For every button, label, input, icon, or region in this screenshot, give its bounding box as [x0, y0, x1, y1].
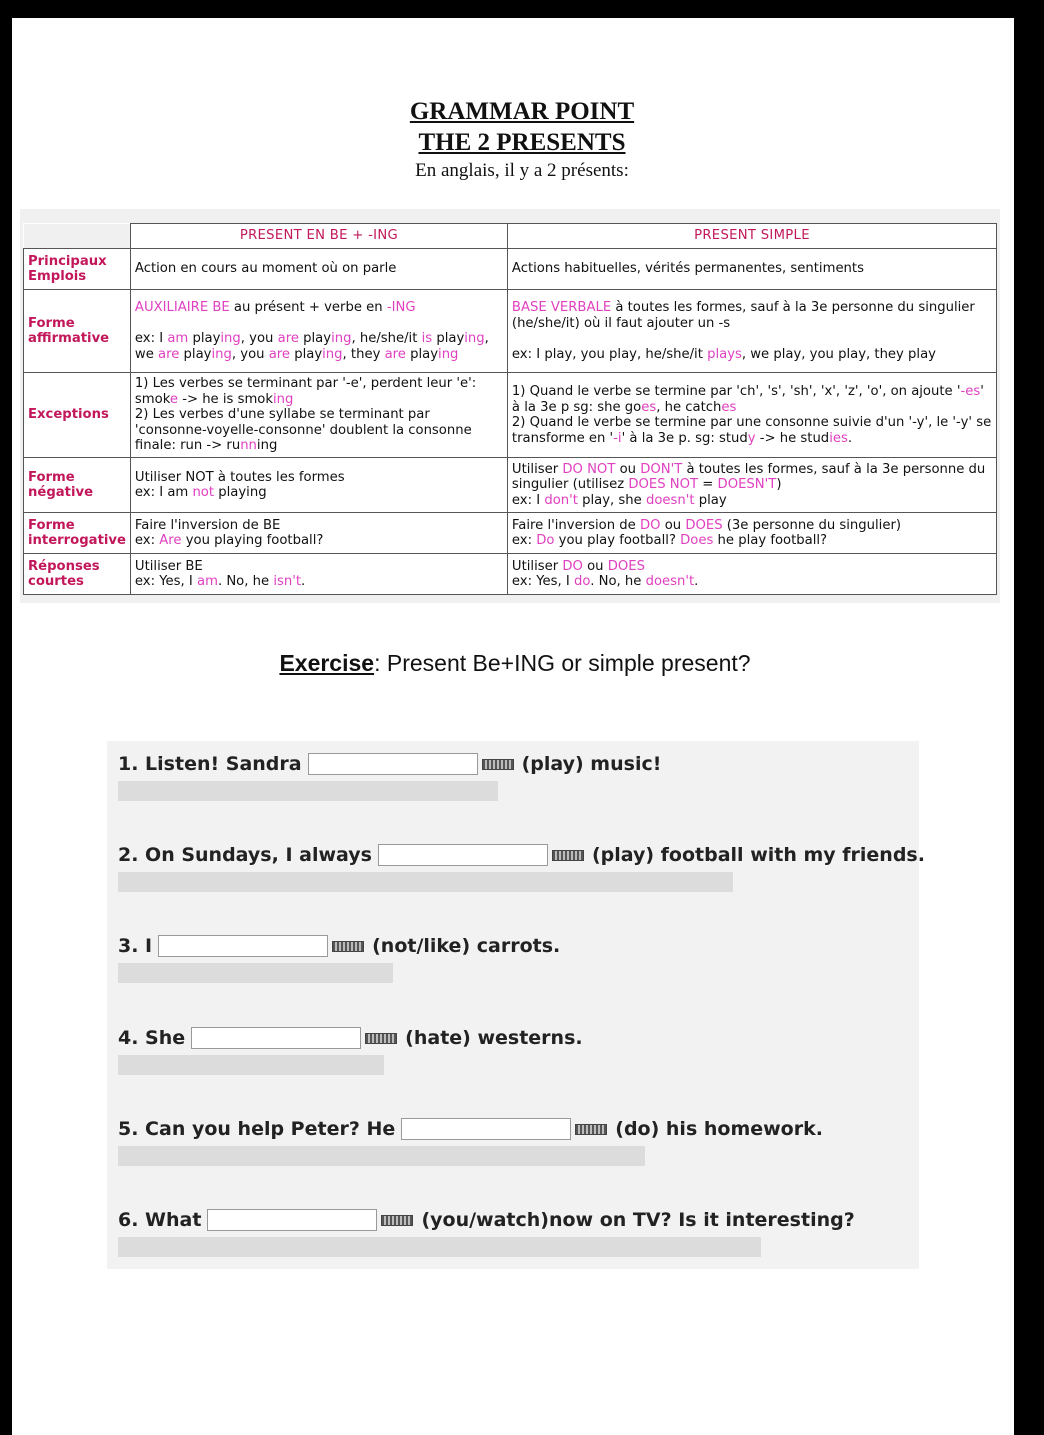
cell-be-ing: AUXILIAIRE BE au présent + verbe en -ING ex: I am playing, you are playing, he/she/it is playing, we are playing, you are playing, they are playing [130, 290, 507, 373]
keyboard-icon[interactable] [575, 1124, 607, 1135]
highlight-text: is [421, 331, 433, 346]
col-header-be-ing: PRESENT EN BE + -ING [130, 224, 507, 249]
answer-input-3[interactable] [158, 935, 328, 957]
exercise-title [0, 650, 1030, 677]
highlight-text: doesn't [645, 492, 695, 508]
keyboard-icon[interactable] [332, 941, 364, 952]
table-row [24, 249, 997, 290]
highlight-text: ing [331, 331, 352, 346]
question-text: 6. What [118, 1209, 202, 1231]
question-hint: (you/watch)now on TV? Is it interesting? [421, 1209, 855, 1231]
row-label: Forme interrogative [24, 513, 131, 554]
highlight-text: are [277, 331, 299, 346]
question-1 [118, 753, 661, 775]
answer-input-5[interactable] [401, 1118, 571, 1140]
question-text: 3. I [118, 935, 153, 957]
question-2 [118, 844, 925, 866]
answer-input-2[interactable] [378, 844, 548, 866]
highlight-text: do [574, 574, 591, 589]
row-label: Réponses courtes [24, 554, 131, 595]
highlight-text: are [268, 346, 291, 362]
exercise-label: Exercise [279, 650, 375, 676]
answer-input-6[interactable] [207, 1209, 377, 1231]
question-text: 4. She [118, 1027, 186, 1049]
cell-present-simple: Faire l'inversion de DO ou DOES (3e personne du singulier) ex: Do you play football? Does he play football? [507, 513, 996, 554]
header [0, 96, 1044, 184]
highlight-text: DON'T [640, 461, 683, 477]
highlight-text: DO [639, 517, 661, 533]
cell-be-ing: Action en cours au moment où on parle [130, 249, 507, 290]
highlight-text: -ING [386, 300, 416, 315]
highlight-text: Are [159, 533, 182, 548]
row-label: Forme négative [24, 458, 131, 513]
question-hint: (hate) westerns. [405, 1027, 583, 1049]
cell-present-simple: Utiliser DO ou DOES ex: Yes, I do. No, he doesn't. [507, 554, 996, 595]
col-header-present-simple: PRESENT SIMPLE [507, 224, 996, 249]
feedback-bar [118, 1146, 645, 1166]
highlight-text: -i [613, 430, 622, 446]
grammar-table-container [20, 209, 1000, 603]
cell-present-simple: Utiliser DO NOT ou DON'T à toutes les formes, sauf à la 3e personne du singulier (utilisez DOES NOT = DOESN'T) ex: I don't play, she doesn't play [507, 458, 996, 513]
page-subtitle: THE 2 PRESENTS [418, 129, 626, 156]
question-text: 5. Can you help Peter? He [118, 1118, 396, 1140]
highlight-text: ing [322, 346, 343, 362]
question-hint: (play) music! [521, 753, 662, 775]
answer-input-1[interactable] [308, 753, 478, 775]
highlight-text: isn't [273, 574, 302, 589]
question-6 [118, 1209, 855, 1231]
cell-be-ing: 1) Les verbes se terminant par '-e', perdent leur 'e': smoke -> he is smoking 2) Les verbes d'une syllabe se terminant par 'consonne-voyelle-consonne' doublent la consonne finale: run -> running [130, 373, 507, 458]
keyboard-icon[interactable] [482, 759, 514, 770]
highlight-text: es [641, 399, 657, 415]
grammar-table [23, 223, 997, 595]
table-row [24, 554, 997, 595]
question-4 [118, 1027, 583, 1049]
highlight-text: BASE VERBALE [511, 300, 612, 315]
highlight-text: DOES [685, 517, 723, 533]
question-3 [118, 935, 560, 957]
highlight-text: don't [544, 492, 578, 508]
highlight-text: not [192, 485, 215, 500]
question-hint: (not/like) carrots. [372, 935, 561, 957]
highlight-text: -es [960, 384, 981, 399]
cell-present-simple: Actions habituelles, vérités permanentes, sentiments [507, 249, 996, 290]
cell-be-ing: Utiliser BE ex: Yes, I am. No, he isn't. [130, 554, 507, 595]
table-row [24, 290, 997, 373]
cell-be-ing: Utiliser NOT à toutes les formes ex: I am not playing [130, 458, 507, 513]
question-hint: (do) his homework. [615, 1118, 823, 1140]
feedback-bar [118, 872, 733, 892]
highlight-text: DOES NOT [628, 477, 699, 493]
highlight-text: doesn't [645, 574, 695, 589]
table-row [24, 373, 997, 458]
cell-be-ing: Faire l'inversion de BE ex: Are you playing football? [130, 513, 507, 554]
highlight-text: ing [273, 391, 294, 407]
page-title: GRAMMAR POINT [409, 98, 635, 125]
highlight-text: AUXILIAIRE BE [134, 300, 230, 315]
highlight-text: plays [707, 346, 742, 362]
highlight-text: DOES [607, 558, 645, 574]
highlight-text: es [721, 399, 737, 415]
feedback-bar [118, 963, 393, 983]
highlight-text: Do [536, 533, 555, 548]
row-label: Principaux Emplois [24, 249, 131, 290]
highlight-text: ing [220, 331, 241, 346]
highlight-text: Does [680, 533, 714, 548]
highlight-text: am [197, 574, 218, 589]
highlight-text: DO [562, 558, 583, 574]
cell-present-simple: 1) Quand le verbe se termine par 'ch', 's', 'sh', 'x', 'z', 'o', on ajoute '-es' à la 3e p sg: she goes, he catches 2) Quand le verbe se termine par une consonne suivie d'un '-y', le '-y' se transforme en '-i' à la 3e p. sg: study -> he studies. [507, 373, 996, 458]
question-text: 1. Listen! Sandra [118, 753, 302, 775]
highlight-text: ies [829, 430, 848, 446]
highlight-text: ing [211, 346, 232, 362]
answer-input-4[interactable] [191, 1027, 361, 1049]
exercise-title-text: : Present Be+ING or simple present? [374, 650, 751, 676]
question-hint: (play) football with my friends. [591, 844, 925, 866]
highlight-text: are [384, 346, 406, 362]
row-label: Forme affirmative [24, 290, 131, 373]
feedback-bar [118, 1055, 384, 1075]
exercise-panel [107, 741, 925, 1269]
table-row [24, 458, 997, 513]
cell-present-simple: BASE VERBALE à toutes les formes, sauf à la 3e personne du singulier (he/she/it) où il faut ajouter un -s ex: I play, you play, he/she/it plays, we play, you play, they play [507, 290, 996, 373]
keyboard-icon[interactable] [365, 1033, 397, 1044]
highlight-text: are [158, 346, 180, 362]
table-corner [24, 224, 131, 249]
highlight-text: nn [240, 438, 257, 454]
keyboard-icon[interactable] [552, 850, 584, 861]
highlight-text: DO NOT [562, 461, 616, 477]
feedback-bar [118, 1237, 761, 1257]
highlight-text: ing [438, 346, 459, 362]
highlight-text: y [747, 430, 756, 446]
table-row [24, 513, 997, 554]
question-5 [118, 1118, 823, 1140]
feedback-bar [118, 781, 498, 801]
highlight-text: DOESN'T [717, 477, 777, 493]
intro-text: En anglais, il y a 2 présents: [415, 160, 629, 181]
highlight-text: e [169, 391, 178, 407]
row-label: Exceptions [24, 373, 131, 458]
keyboard-icon[interactable] [381, 1215, 413, 1226]
highlight-text: ing [464, 331, 485, 346]
question-text: 2. On Sundays, I always [118, 844, 372, 866]
highlight-text: am [167, 331, 189, 346]
